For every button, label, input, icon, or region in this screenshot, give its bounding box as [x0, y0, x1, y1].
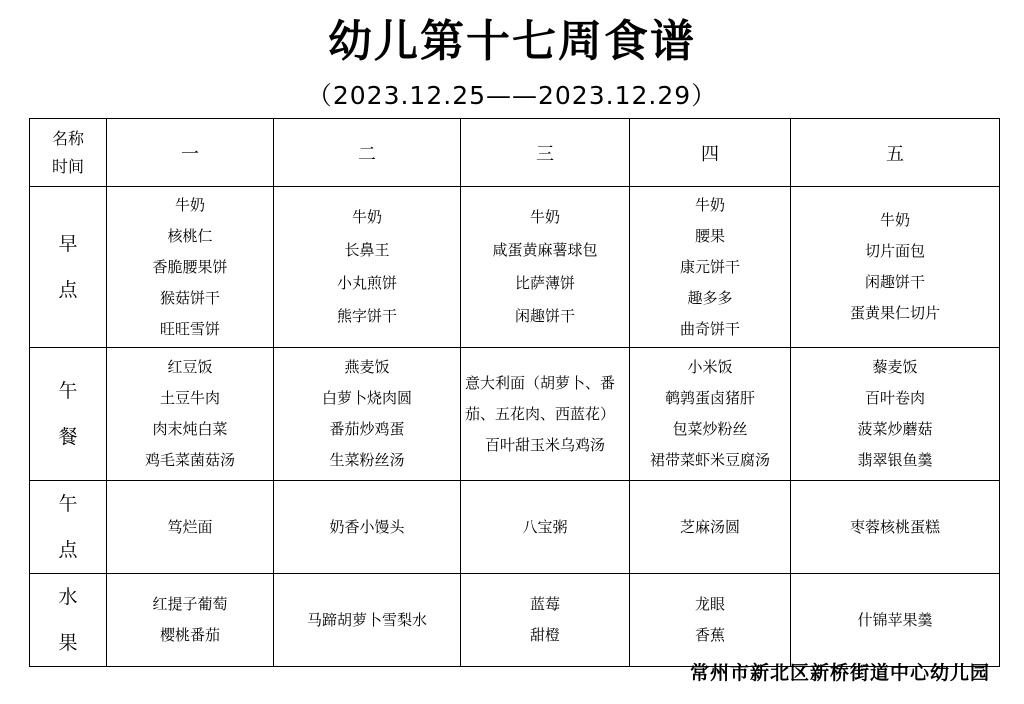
menu-item: 燕麦饭	[344, 358, 390, 376]
menu-item: 裙带菜虾米豆腐汤	[649, 451, 770, 469]
menu-item: 比萨薄饼	[514, 274, 575, 292]
menu-item: 番茄炒鸡蛋	[329, 420, 405, 438]
menu-item: 意大利面（胡萝卜、番	[465, 373, 616, 392]
row-label-breakfast	[30, 187, 107, 348]
menu-item: 樱桃番茄	[159, 626, 220, 644]
breakfast-cell-fri	[791, 187, 1000, 348]
menu-item: 红提子葡萄	[152, 595, 228, 613]
row-label-char: 果	[58, 632, 78, 654]
row-label-fruit	[30, 574, 107, 667]
snack-cell-mon	[107, 481, 274, 574]
fruit-row	[30, 574, 1000, 667]
menu-item: 猴菇饼干	[159, 288, 220, 307]
menu-item: 趣多多	[687, 288, 733, 307]
menu-item: 长鼻王	[344, 241, 390, 259]
snack-row	[30, 481, 1000, 574]
page-title: 幼儿第十七周食谱	[328, 16, 696, 67]
menu-item: 包菜炒粉丝	[672, 420, 748, 438]
menu-item: 肉末炖白菜	[152, 420, 228, 438]
menu-item: 香蕉	[694, 626, 725, 644]
row-label-snack	[30, 481, 107, 574]
breakfast-row	[30, 187, 1000, 348]
menu-item: 枣蓉核桃蛋糕	[849, 517, 940, 536]
fruit-cell-wed	[461, 574, 630, 667]
menu-item: 小丸煎饼	[336, 274, 397, 292]
menu-item: 牛奶	[351, 208, 382, 226]
fruit-cell-thu	[630, 574, 791, 667]
row-label-lunch	[30, 348, 107, 481]
menu-item: 牛奶	[529, 208, 560, 226]
corner-label-time: 时间	[51, 156, 84, 176]
day-header-2: 二	[274, 119, 461, 187]
day-header-1: 一	[107, 119, 274, 187]
menu-item: 藜麦饭	[872, 358, 918, 376]
menu-item: 核桃仁	[167, 226, 213, 245]
menu-item: 小米饭	[687, 358, 733, 376]
corner-label-name: 名称	[51, 128, 84, 148]
menu-item: 八宝粥	[522, 517, 568, 536]
row-label-char: 餐	[58, 426, 78, 448]
menu-item: 马蹄胡萝卜雪梨水	[306, 610, 427, 629]
menu-item: 闲趣饼干	[514, 307, 575, 325]
menu-item: 腰果	[694, 226, 725, 245]
menu-item: 熊字饼干	[336, 307, 397, 325]
snack-cell-thu	[630, 481, 791, 574]
fruit-cell-mon	[107, 574, 274, 667]
menu-item: 蛋黄果仁切片	[849, 304, 940, 322]
corner-cell	[30, 119, 107, 187]
menu-item: 茄、五花肉、西蓝花）	[465, 404, 616, 423]
fruit-cell-fri	[791, 574, 1000, 667]
menu-item: 白萝卜烧肉圆	[321, 389, 412, 407]
breakfast-cell-tue	[274, 187, 461, 348]
row-label-char: 水	[58, 586, 78, 608]
menu-item: 鸡毛菜菌菇汤	[144, 451, 235, 469]
menu-item: 切片面包	[864, 242, 925, 260]
menu-item: 百叶甜玉米乌鸡汤	[484, 435, 605, 454]
menu-item: 什锦苹果羹	[857, 610, 933, 629]
menu-item: 百叶卷肉	[864, 389, 925, 407]
day-header-3: 三	[461, 119, 630, 187]
menu-item: 龙眼	[694, 595, 725, 613]
menu-item: 翡翠银鱼羹	[857, 451, 933, 469]
menu-item: 牛奶	[174, 195, 205, 214]
row-label-char: 点	[58, 539, 78, 561]
lunch-cell-wed	[461, 348, 630, 481]
snack-cell-fri	[791, 481, 1000, 574]
menu-item: 土豆牛肉	[159, 389, 220, 407]
menu-item: 牛奶	[879, 211, 910, 229]
menu-item: 康元饼干	[679, 257, 740, 276]
row-label-char: 午	[58, 380, 78, 402]
menu-item: 鹌鹑蛋卤猪肝	[664, 389, 755, 407]
day-header-4: 四	[630, 119, 791, 187]
menu-item: 旺旺雪饼	[159, 319, 220, 338]
menu-table	[29, 118, 1000, 667]
row-label-char: 点	[58, 279, 78, 301]
lunch-cell-mon	[107, 348, 274, 481]
menu-item: 香脆腰果饼	[152, 257, 228, 276]
menu-item: 甜橙	[529, 626, 560, 644]
school-name: 常州市新北区新桥街道中心幼儿园	[689, 662, 990, 684]
date-range: （2023.12.25——2023.12.29）	[306, 81, 718, 110]
menu-item: 芝麻汤圆	[679, 517, 740, 536]
menu-item: 生菜粉丝汤	[329, 451, 405, 469]
fruit-cell-tue	[274, 574, 461, 667]
breakfast-cell-wed	[461, 187, 630, 348]
lunch-cell-tue	[274, 348, 461, 481]
lunch-cell-fri	[791, 348, 1000, 481]
menu-item: 菠菜炒蘑菇	[857, 420, 933, 438]
menu-item: 牛奶	[694, 195, 725, 214]
snack-cell-wed	[461, 481, 630, 574]
menu-item: 红豆饭	[167, 358, 213, 376]
menu-item: 闲趣饼干	[864, 273, 925, 291]
menu-item: 奶香小馒头	[329, 517, 405, 536]
menu-item: 笃烂面	[167, 517, 213, 536]
lunch-cell-thu	[630, 348, 791, 481]
day-header-5: 五	[791, 119, 1000, 187]
breakfast-cell-thu	[630, 187, 791, 348]
menu-item: 蓝莓	[529, 595, 560, 613]
row-label-char: 午	[58, 493, 78, 515]
breakfast-cell-mon	[107, 187, 274, 348]
header-row	[30, 119, 1000, 187]
menu-item: 曲奇饼干	[679, 319, 740, 338]
lunch-row	[30, 348, 1000, 481]
row-label-char: 早	[58, 233, 78, 255]
snack-cell-tue	[274, 481, 461, 574]
menu-item: 咸蛋黄麻薯球包	[492, 241, 598, 259]
